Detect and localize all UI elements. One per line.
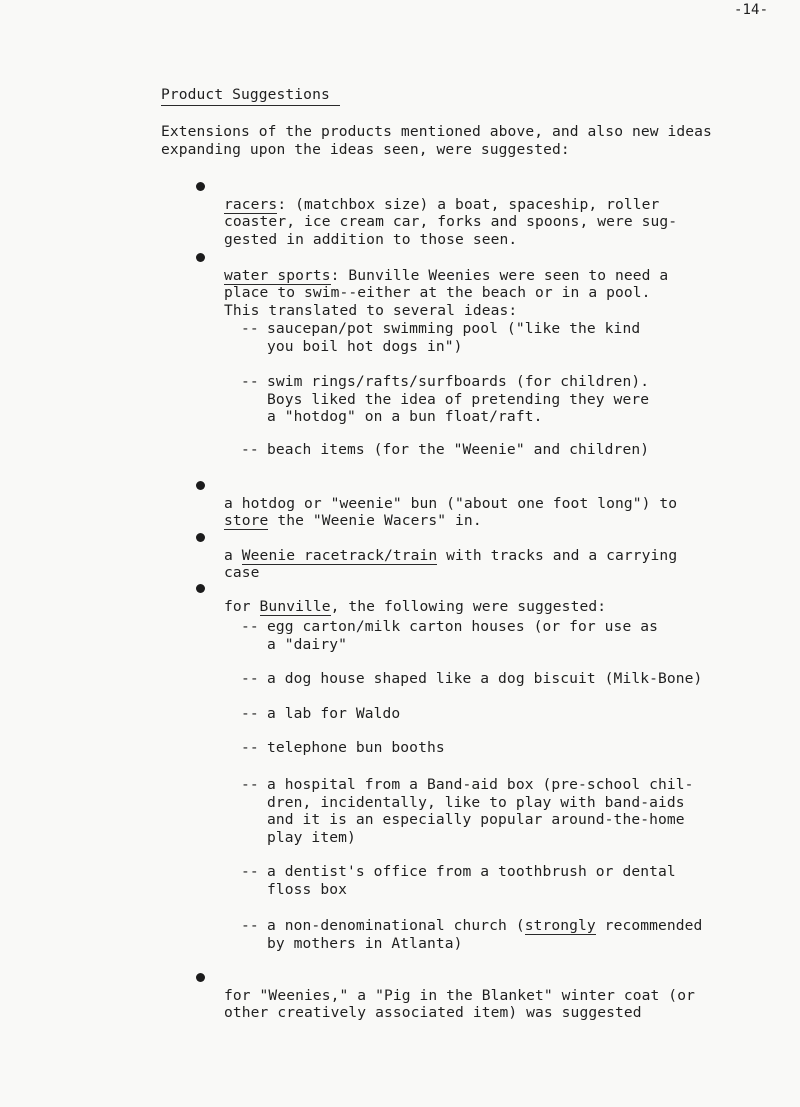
sub-item-text (267, 917, 721, 952)
sub-item-text: saucepan/pot swimming pool ("like the kind you boil hot dogs in") (267, 320, 641, 355)
bullet-text: , the following were suggested: (330, 597, 607, 615)
sub-item (241, 705, 721, 723)
dash: -- (241, 441, 259, 458)
bullet-weenies-coat (224, 969, 724, 1022)
page-title (161, 86, 340, 106)
bullet-text: the "Weenie Wacers" in. (268, 512, 482, 529)
bullet-icon (196, 533, 205, 542)
sub-item (241, 441, 721, 459)
sub-item-pre: a non-denominational church ( (267, 917, 525, 934)
sub-item-text: a lab for Waldo (267, 705, 401, 722)
bullet-icon (196, 253, 205, 262)
bullet-racers (224, 178, 724, 248)
sub-item-emphasis: strongly (524, 917, 596, 934)
sub-item-text: a dentist's office from a toothbrush or dental floss box (267, 863, 676, 898)
bullet-water-sports (224, 249, 724, 319)
bullet-lead: Bunville (259, 597, 331, 615)
dash: -- (241, 776, 259, 793)
bullet-pre: a hotdog or "weenie" bun ("about one foot long") to (224, 494, 678, 512)
sub-item-text: beach items (for the "Weenie" and children) (267, 441, 650, 458)
page-title-text: Product Suggestions (161, 86, 340, 106)
bullet-text: with tracks and a carrying case (224, 546, 678, 581)
bullet-racetrack (224, 529, 724, 582)
sub-item (241, 670, 721, 688)
bullet-lead: water sports (224, 266, 331, 284)
bullet-text: for "Weenies," a "Pig in the Blanket" winter coat (or other creatively associated item) was suggested (224, 986, 695, 1021)
sub-item (241, 618, 721, 653)
sub-item-post: recommended by mothers in Atlanta) (267, 917, 703, 952)
bullet-bunville (224, 580, 724, 615)
sub-item (241, 739, 721, 757)
dash: -- (241, 863, 259, 880)
sub-item (241, 373, 721, 426)
bullet-lead: Weenie racetrack/train (241, 546, 438, 564)
dash: -- (241, 670, 259, 687)
sub-item-text: a hospital from a Band-aid box (pre-school chil- dren, incidentally, like to play with band-aids and it is an especially popular around-the-home play item) (267, 776, 694, 846)
bullet-hotdog-bun (224, 477, 724, 530)
dash: -- (241, 618, 259, 635)
sub-item (241, 776, 721, 846)
bullet-icon (196, 182, 205, 191)
bullet-text: : (matchbox size) a boat, spaceship, roller coaster, ice cream car, forks and spoons, were sug- gested in addition to those seen. (224, 195, 678, 248)
sub-item (241, 320, 721, 355)
page-number: -14- (734, 2, 769, 18)
sub-item-text: a dog house shaped like a dog biscuit (Milk-Bone) (267, 670, 703, 687)
bullet-pre: for (224, 597, 260, 615)
bullet-icon (196, 481, 205, 490)
dash: -- (241, 917, 259, 934)
sub-item (241, 917, 721, 952)
bullet-text: : Bunville Weenies were seen to need a place to swim--either at the beach or in a pool. This translated to several ideas: (224, 266, 669, 319)
bullet-pre: a (224, 546, 242, 564)
dash: -- (241, 320, 259, 337)
sub-item (241, 863, 721, 898)
bullet-icon (196, 973, 205, 982)
bullet-lead: store (224, 512, 269, 529)
sub-item-text: swim rings/rafts/surfboards (for children). Boys liked the idea of pretending they were a "hotdog" on a bun float/raft. (267, 373, 650, 425)
bullet-lead: racers (224, 195, 278, 213)
dash: -- (241, 373, 259, 390)
dash: -- (241, 705, 259, 722)
dash: -- (241, 739, 259, 756)
bullet-icon (196, 584, 205, 593)
sub-item-text: egg carton/milk carton houses (or for use as a "dairy" (267, 618, 658, 653)
sub-item-text: telephone bun booths (267, 739, 445, 756)
intro-paragraph: Extensions of the products mentioned above, and also new ideas expanding upon the ideas seen, were suggested: (161, 123, 712, 158)
